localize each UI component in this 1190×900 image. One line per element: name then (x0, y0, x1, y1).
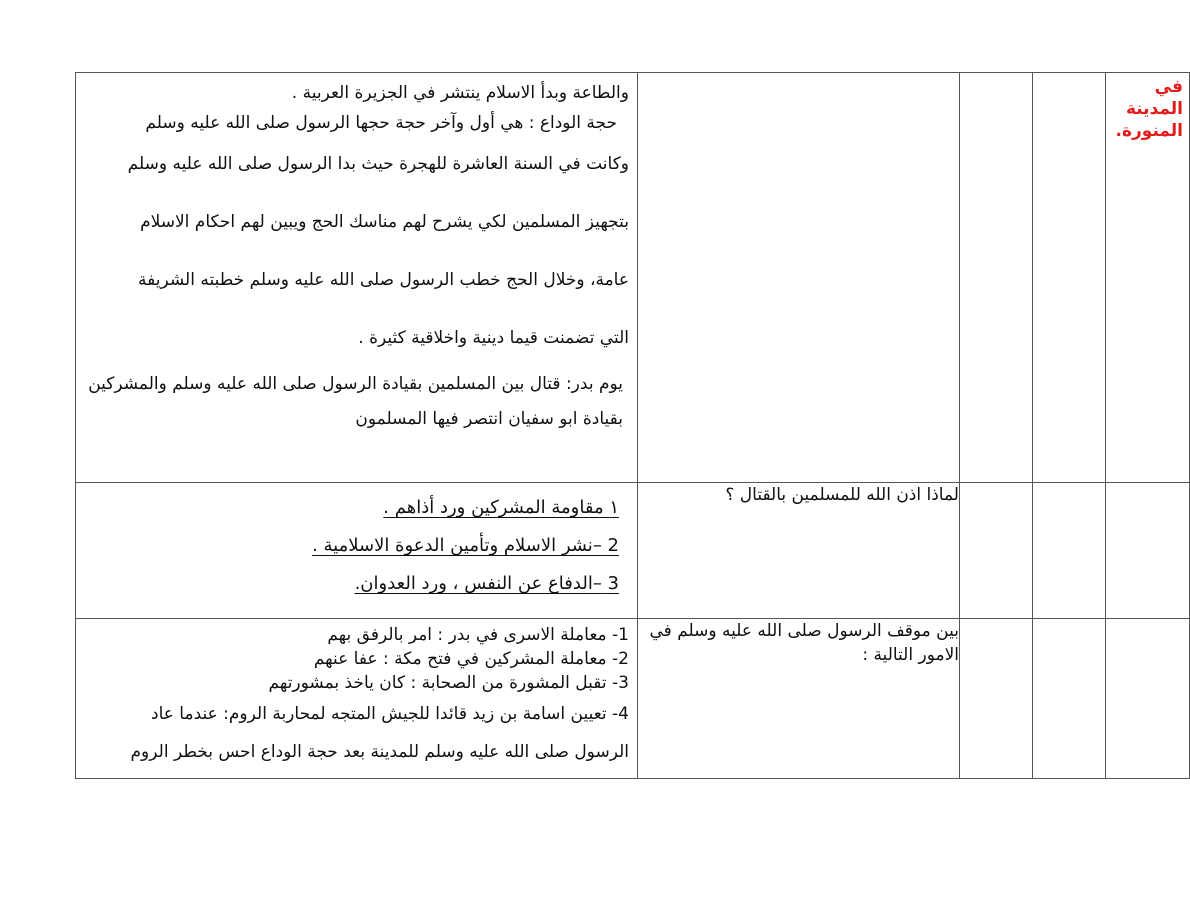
question-cell (638, 73, 960, 483)
answer-item: ١ مقاومة المشركين ورد أذاهم . (383, 497, 619, 518)
empty-cell (960, 483, 1033, 619)
content-line: وكانت في السنة العاشرة للهجرة حيث بدا الرسول صلى الله عليه وسلم (127, 154, 629, 174)
question-text: لماذا اذن الله للمسلمين بالقتال ؟ (725, 485, 959, 505)
question-text: بين موقف الرسول صلى الله عليه وسلم في الامور التالية : (649, 621, 959, 665)
empty-cell (960, 73, 1033, 483)
answer-item: 1- معاملة الاسرى في بدر : امر بالرفق بهم (327, 625, 629, 645)
question-cell (638, 619, 960, 779)
empty-cell (1106, 483, 1190, 619)
answer-item: 2- معاملة المشركين في فتح مكة : عفا عنهم (313, 649, 629, 669)
content-line: والطاعة وبدأ الاسلام ينتشر في الجزيرة العربية . (291, 83, 629, 103)
section-heading: في المدينة المنورة. (1115, 77, 1183, 141)
table-row (76, 73, 1190, 483)
answer-item: 3- تقبل المشورة من الصحابة : كان ياخذ بمشورتهم (268, 673, 629, 693)
empty-cell (1033, 73, 1106, 483)
answer-item: 4- تعيين اسامة بن زيد قائدا للجيش المتجه لمحاربة الروم: عندما عاد (151, 704, 629, 724)
heading-cell (1106, 73, 1190, 483)
empty-cell (1033, 619, 1106, 779)
empty-cell (1106, 619, 1190, 779)
table-row (76, 619, 1190, 779)
content-line: بقيادة ابو سفيان انتصر فيها المسلمون (355, 409, 623, 429)
empty-cell (1033, 483, 1106, 619)
answer-item: 2 –نشر الاسلام وتأمين الدعوة الاسلامية . (312, 535, 619, 556)
lesson-table (75, 72, 1190, 779)
question-cell (638, 483, 960, 619)
answer-cell (76, 483, 638, 619)
answer-cell (76, 619, 638, 779)
content-line: بتجهيز المسلمين لكي يشرح لهم مناسك الحج ويبين لهم احكام الاسلام (140, 212, 629, 232)
empty-cell (960, 619, 1033, 779)
answer-item: الرسول صلى الله عليه وسلم للمدينة بعد حجة الوداع احس بخطر الروم (130, 742, 629, 762)
answer-item: 3 –الدفاع عن النفس ، ورد العدوان. (354, 573, 619, 594)
content-line: التي تضمنت قيما دينية واخلاقية كثيرة . (358, 328, 629, 348)
table-row (76, 483, 1190, 619)
content-line: يوم بدر: قتال بين المسلمين بقيادة الرسول صلى الله عليه وسلم والمشركين (88, 374, 623, 394)
content-line: عامة، وخلال الحج خطب الرسول صلى الله عليه وسلم خطبته الشريفة (138, 270, 629, 290)
content-cell (76, 73, 638, 483)
content-line: حجة الوداع : هي أول وآخر حجة حجها الرسول صلى الله عليه وسلم (145, 113, 617, 133)
